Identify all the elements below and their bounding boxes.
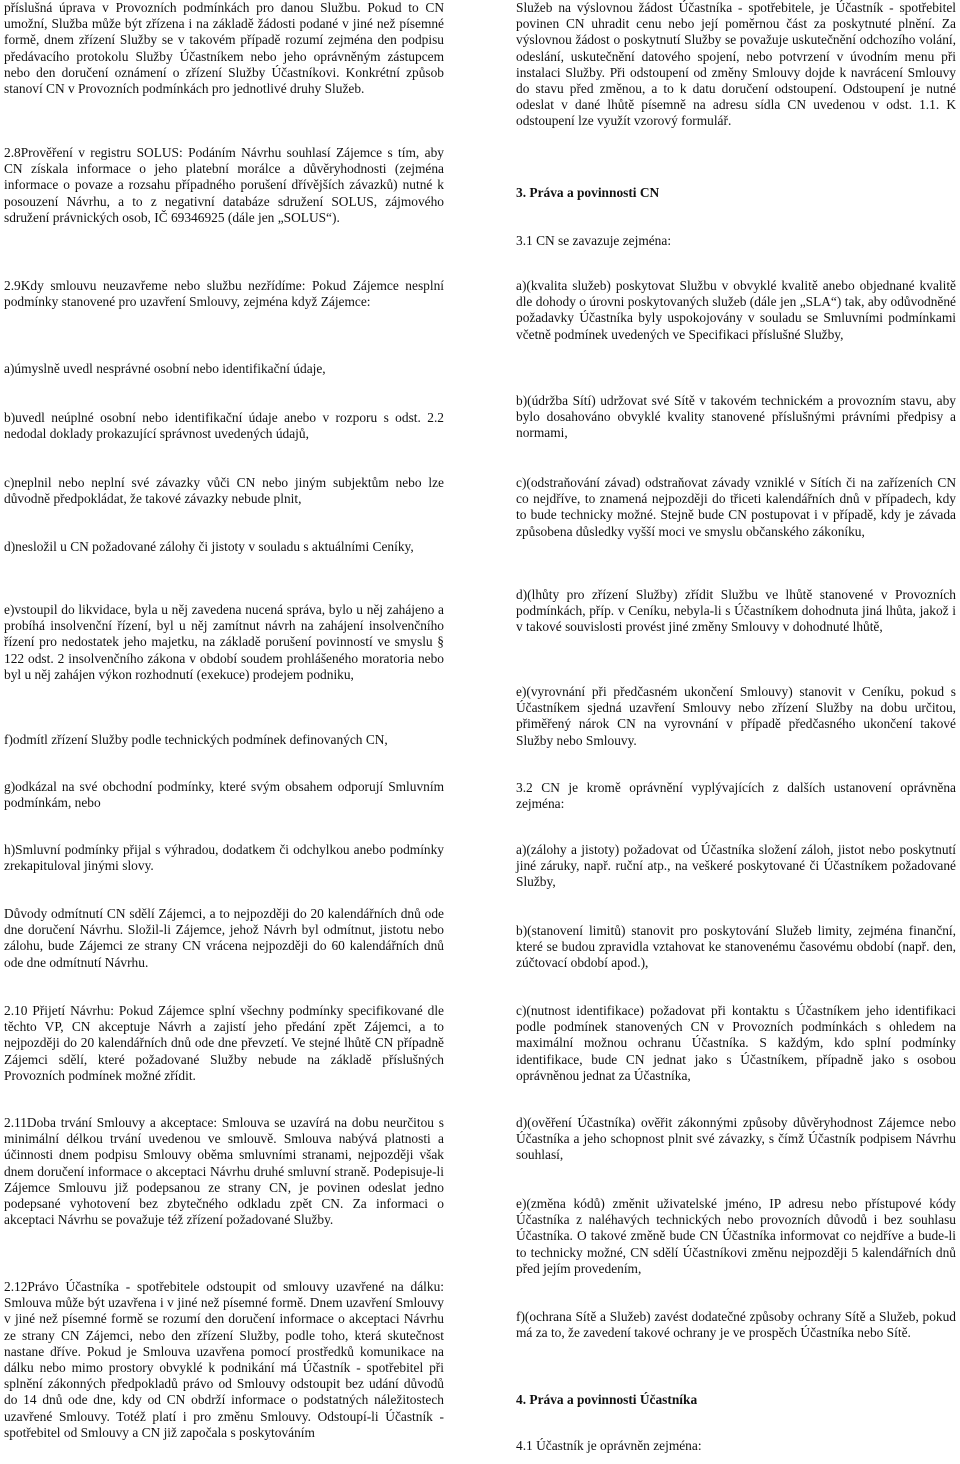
paragraph-p-2-9-a: a)úmyslně uvedl nesprávné osobní nebo identifikační údaje, [4,361,326,376]
paragraph-p-3-2-a: a)(zálohy a jistoty) požadovat od Účastníka složení záloh, jistot nebo poskytnutí jiné záruky, např. ruční atp., na veškeré poskytované či Účastníkem požadované Služby, [516,842,956,890]
paragraph-p-3-1: 3.1 CN se zavazuje zejména: [516,233,672,248]
paragraph-p-3-2-c: c)(nutnost identifikace) požadovat při kontaktu s Účastníkem jeho identifikaci podle podmínek stanovených CN v Provozních podmínkách s ohledem na maximální možnou ochranu Účastníka. S každým, kdo splní podmínky identifikace, bude CN jednat jako s Účastníkem, případně jako s osobou oprávněnou jednat za Účastníka, [516,1003,956,1083]
paragraph-p-2-9-g: g)odkázal na své obchodní podmínky, které svým obsahem odporují Smluvním podmínkám, nebo [4,779,444,811]
section-heading: 4. Práva a povinnosti Účastníka [516,1392,698,1407]
paragraph-p-2-12: 2.12Právo Účastníka - spotřebitele odstoupit od smlouvy uzavřené na dálku: Smlouva může být uzavřena i v jiné než písemné formě. Dnem uzavření Smlouvy v jiné než písemné formě se rozumí den doručení informace o akceptaci Návrhu ze strany CN Zájemci, nebo den zřízení Služby, podle toho, která skutečnost nastane dříve. Pokud je Smlouva uzavřena pomocí prostředků komunikace na dálku nebo mimo prostory obvyklé k podnikání má Účastník - spotřebitel při splnění zákonných předpokladů právo od Smlouvy odstoupit bez udání důvodů do 14 dnů ode dne, kdy od CN obdrží informace o podstatných náležitostech uzavřené Smlouvy. Totéž platí i pro změnu Smlouvy. Odstoupí-li Účastník - spotřebitel od Smlouvy a CN již započala s poskytováním [4,1279,444,1440]
paragraph-p-cont: příslušná úprava v Provozních podmínkách pro danou Službu. Pokud to CN umožní, Služba může být zřízena i na základě žádosti podané v jiné než písemné formě, dnem zřízení Služby se v takovém případě rozumí zejména den podpisu předávacího protokolu Služby Účastníkem nebo jeho oprávněným zástupcem nebo den doručení oznámení o zřízení Služby Účastníkovi. Konkrétní způsob stanoví CN v Provozních podmínkách pro jednotlivé druhy Služeb. [4,0,444,97]
section-heading: 3. Práva a povinnosti CN [516,185,660,200]
paragraph-p-3-2-d: d)(ověření Účastníka) ověřit zákonnými způsoby důvěryhodnost Zájemce nebo Účastníka a jeho schopnost plnit své závazky, s čímž Účastník podpisem Návrhu souhlasí, [516,1115,956,1163]
paragraph-p-4-1: 4.1 Účastník je oprávněn zejména: [516,1438,702,1453]
paragraph-p-2-9-d: d)nesložil u CN požadované zálohy či jistoty v souladu s aktuálními Ceníky, [4,539,414,554]
paragraph-p-2-9-e: e)vstoupil do likvidace, byla u něj zavedena nucená správa, bylo u něj zahájeno a probíhá insolvenční řízení, byl u něj zamítnut návrh na zahájení insolvenčního řízení pro nedostatek jeho majetku, na základě porušení povinností ve smyslu § 122 odst. 2 insolvenčního zákona v období soudem prohlášeného moratoria nebo byl u něj zahájen výkon rozhodnutí (exekuce) prodejem podniku, [4,602,444,682]
paragraph-p-3-2-f: f)(ochrana Sítě a Služeb) zavést dodatečné způsoby ochrany Sítě a Služeb, pokud má za to, že zavedení takové ochrany je ve prospěch Účastníka nebo Sítě. [516,1309,956,1341]
paragraph-p-3-1-b: b)(údržba Sítí) udržovat své Sítě v takovém technickém a provozním stavu, aby bylo dosahováno obvyklé kvality stanovené příslušnými právními předpisy a normami, [516,393,956,441]
paragraph-p-3-2-b: b)(stanovení limitů) stanovit pro poskytování Služeb limity, zejména finanční, které se budou zpravidla vztahovat ke stanovenému časovému období (např. den, zúčtovací období apod.), [516,923,956,971]
paragraph-p-2-11: 2.11Doba trvání Smlouvy a akceptace: Smlouva se uzavírá na dobu neurčitou s minimální délkou trvání uvedenou ve smlouvě. Smlouva nabývá platnosti a účinnosti dnem podpisu Smlouvy oběma smluvními stranami, nejpozději však dnem doručení informace o akceptaci Návrhu druhé smluvní straně. Podepisuje-li Zájemce Smlouvu již podepsanou ze strany CN, je povinen odeslat jedno podepsané vyhotovení bez zbytečného odkladu zpět CN. Za informaci o akceptaci Návrhu se považuje též zřízení požadované Služby. [4,1115,444,1228]
paragraph-p-2-9-b: b)uvedl neúplné osobní nebo identifikační údaje anebo v rozporu s odst. 2.2 nedodal doklady prokazující správnost uvedených údajů, [4,410,444,442]
paragraph-p-2-9-h: h)Smluvní podmínky přijal s výhradou, dodatkem či odchylkou anebo podmínky zrekapituloval jinými slovy. [4,842,444,874]
paragraph-p-3-1-c: c)(odstraňování závad) odstraňovat závady vzniklé v Sítích či na zařízeních CN co nejdříve, to znamená nejpozději do třiceti kalendářních dnů v případech, kdy to bude technicky možné. Stejně bude CN postupovat i v případě, kdy je závada způsobena důsledky vyšší moci ve smyslu občanského zákoníku, [516,475,956,539]
paragraph-p-2-10: 2.10 Přijetí Návrhu: Pokud Zájemce splní všechny podmínky specifikované dle těchto VP, CN akceptuje Návrh a zajistí jeho předání zpět Zájemci, a to nejpozději do 20 kalendářních dnů ode dne převzetí. Ve stejné lhůtě CN případně Zájemci sdělí, které požadované Služby nebude na základě příslušných Provozních podmínek možné zřídit. [4,1003,444,1083]
paragraph-p-3-1-e: e)(vyrovnání při předčasném ukončení Smlouvy) stanovit v Ceníku, pokud s Účastníkem sjedná uzavření Smlouvy nebo zřízení Služby na dobu určitou, přiměřený nárok CN na vyrovnání v případě předčasného ukončení takové Služby nebo Smlouvy. [516,684,956,748]
paragraph-p-3-1-d: d)(lhůty pro zřízení Služby) zřídit Službu ve lhůtě stanovené v Provozních podmínkách, příp. v Ceníku, nebyla-li s Účastníkem dohodnuta jiná lhůta, jakož i v takové souvislosti provést jiné změny Smlouvy v dohodnuté lhůtě, [516,587,956,635]
paragraph-p-2-9-c: c)neplnil nebo neplní své závazky vůči CN nebo jiným subjektům nebo lze důvodně předpokládat, že takové závazky nebude plnit, [4,475,444,507]
paragraph-p-3-1-a: a)(kvalita služeb) poskytovat Službu v obvyklé kvalitě anebo objednané kvalitě dle dohody o úrovni poskytovaných služeb (dále jen „SLA“) tak, aby odůvodněné požadavky Účastníka byly uspokojovány v souladu se Smluvními podmínkami včetně podmínek uvedených ve Specifikaci příslušné Služby, [516,278,956,342]
paragraph-p-2-8: 2.8Prověření v registru SOLUS: Podáním Návrhu souhlasí Zájemce s tím, aby CN získala informace o jeho platební morálce a důvěryhodnosti (zejména informace o povaze a rozsahu případného porušení dřívějších závazků) nutné k posouzení Návrhu, a to z negativní databáze sdružení SOLUS, zájmového sdružení právnických osob, IČ 69346925 (dále jen „SOLUS“). [4,145,444,225]
paragraph-p-3-2-e: e)(změna kódů) změnit uživatelské jméno, IP adresu nebo přístupové kódy Účastníka z naléhavých technických nebo provozních důvodů i bez souhlasu Účastníka. O takové změně bude CN Účastníka informovat co nejdříve a bude-li to technicky možné, CN sdělí Účastníkovi změnu nejpozději 5 kalendářních dnů před jejím provedením, [516,1196,956,1276]
paragraph-p-3-2: 3.2 CN je kromě oprávnění vyplývajících z dalších ustanovení oprávněna zejména: [516,780,956,812]
paragraph-p-2-9-f: f)odmítl zřízení Služby podle technických podmínek definovaných CN, [4,732,388,747]
paragraph-p-2-9-duvody: Důvody odmítnutí CN sdělí Zájemci, a to nejpozději do 20 kalendářních dnů ode dne doručení Návrhu. Složil-li Zájemce, jehož Návrh byl odmítnut, jistotu nebo zálohu, bude Zájemci ze strany CN vrácena nejpozději do 60 kalendářních dnů ode dne odmítnutí Návrhu. [4,906,444,970]
paragraph-p-2-9: 2.9Kdy smlouvu neuzavřeme nebo službu nezřídíme: Pokud Zájemce nesplní podmínky stanovené pro uzavření Smlouvy, zejména když Zájemce: [4,278,444,310]
paragraph-p-r-cont: Služeb na výslovnou žádost Účastníka - spotřebitele, je Účastník - spotřebitel povinen CN uhradit cenu nebo její poměrnou část za poskytnuté plnění. Za výslovnou žádost o poskytnutí Služby se považuje uskutečnění odchozího volání, odeslání, uskutečnění datového spojení, nebo potvrzení v úvodním menu při instalaci Služby. Při odstoupení od změny Smlouvy dojde k navrácení Smlouvy do stavu před změnou, a to k datu doručení odstoupení. Odstoupení je nutné odeslat v dané lhůtě písemně na adresu sídla CN uvedenou v odst. 1.1. K odstoupení lze využít vzorový formulář. [516,0,956,129]
